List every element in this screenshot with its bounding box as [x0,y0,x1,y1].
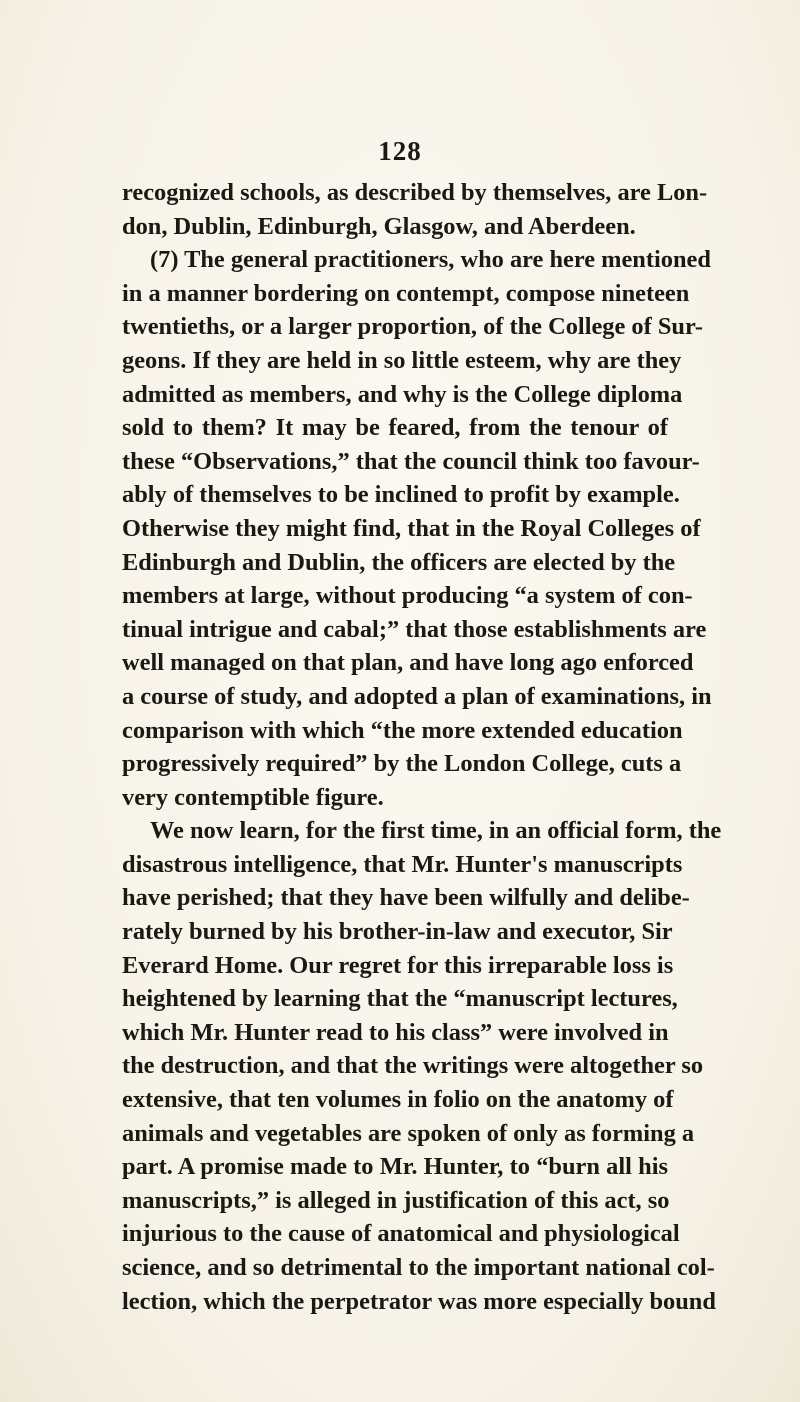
text-line: well managed on that plan, and have long ago enforced [122,649,694,677]
text-line: a course of study, and adopted a plan of examinations, in [122,682,712,710]
text-line: ably of themselves to be inclined to profit by example. [122,481,680,509]
text-line: sold to them? It may be feared, from the tenour of [122,414,668,442]
text-line: members at large, without producing “a system of con- [122,582,693,610]
text-line: manuscripts,” is alleged in justification of this act, so [122,1186,670,1214]
text-line: the destruction, and that the writings were altogether so [122,1052,704,1080]
text-line: science, and so detrimental to the important national col- [122,1254,715,1281]
text-line: Otherwise they might find, that in the Royal Colleges of [122,514,701,542]
text-line: rately burned by his brother-in-law and executor, Sir [122,918,673,946]
text-line: have perished; that they have been wilfully and delibe- [122,884,690,912]
text-line: comparison with which “the more extended education [122,716,683,744]
text-line: which Mr. Hunter read to his class” were involved in [122,1018,669,1046]
text-line: lection, which the perpetrator was more especially bound [122,1287,716,1315]
body-text [122,176,722,1318]
text-line: admitted as members, and why is the College diploma [122,380,683,408]
text-line: Everard Home. Our regret for this irreparable loss is [122,951,674,979]
text-line: very contemptible figure. [122,783,384,811]
text-line: recognized schools, as described by themselves, are Lon- [122,179,708,206]
text-line: injurious to the cause of anatomical and physiological [122,1220,680,1248]
text-line: geons. If they are held in so little esteem, why are they [122,346,682,374]
page-number: 128 [378,136,422,166]
text-line: part. A promise made to Mr. Hunter, to “burn all his [122,1153,668,1181]
text-line: heightened by learning that the “manuscript lectures, [122,985,678,1013]
text-line: tinual intrigue and cabal;” that those establishments are [122,615,707,643]
text-line: animals and vegetables are spoken of only as forming a [122,1119,695,1147]
text-line: disastrous intelligence, that Mr. Hunter's manuscripts [122,850,683,878]
text-line: twentieths, or a larger proportion, of the College of Sur- [122,313,704,341]
text-line: We now learn, for the first time, in an official form, the [150,817,722,845]
text-line: extensive, that ten volumes in folio on the anatomy of [122,1086,674,1114]
text-line: progressively required” by the London College, cuts a [122,750,682,778]
text-line: Edinburgh and Dublin, the officers are elected by the [122,548,676,576]
text-line: in a manner bordering on contempt, compose nineteen [122,279,690,307]
text-line: (7) The general practitioners, who are here mentioned [150,246,711,274]
text-line: these “Observations,” that the council think too favour- [122,447,700,475]
text-line: don, Dublin, Edinburgh, Glasgow, and Aberdeen. [122,212,636,240]
